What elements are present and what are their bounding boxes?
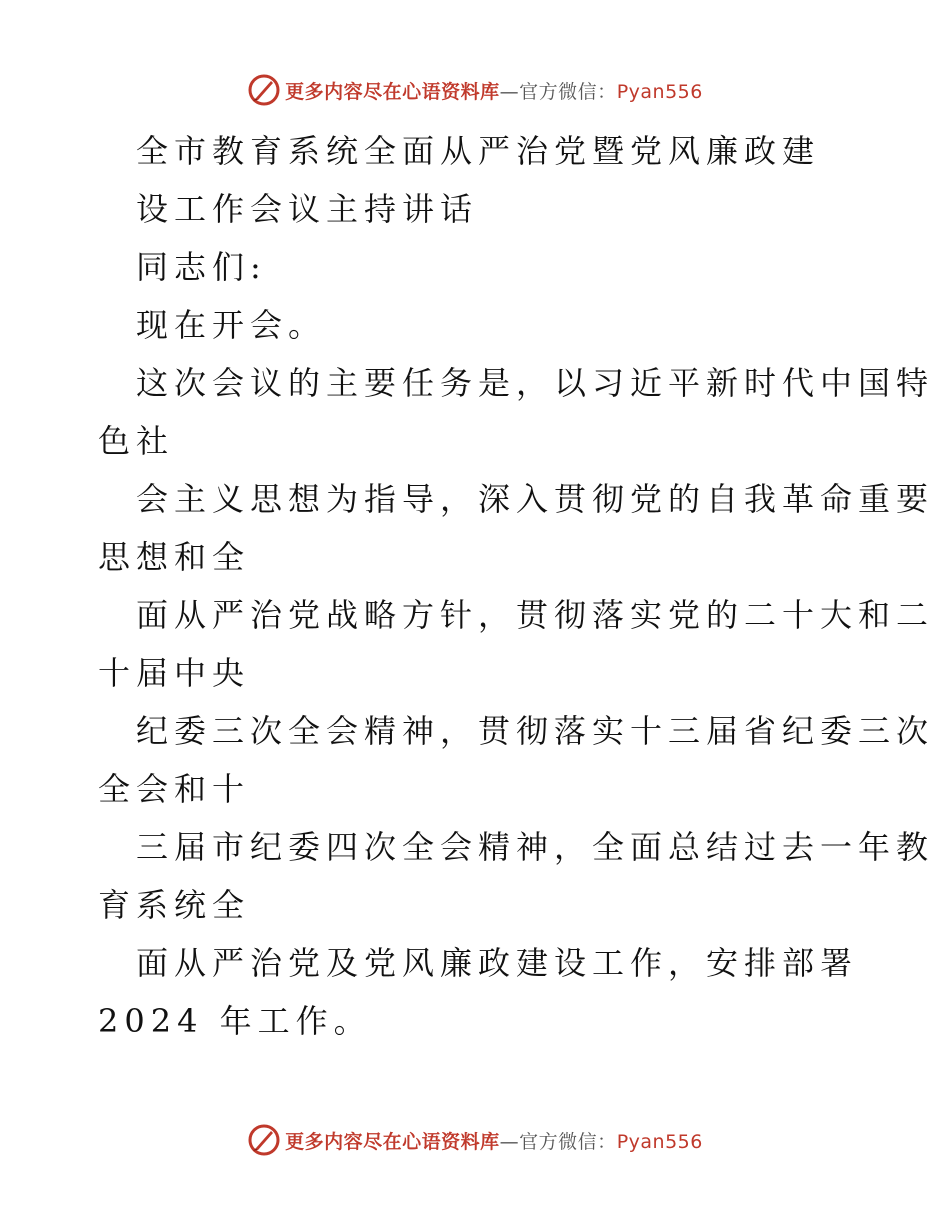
banner-text — [285, 77, 703, 104]
paragraph-line: 思想和全 — [98, 538, 251, 576]
document-title-line-1: 全市教育系统全面从严治党暨党风廉政建 — [136, 132, 821, 170]
header-banner — [0, 70, 950, 110]
paragraph-line: 会主义思想为指导，深入贯彻党的自我革命重要 — [136, 480, 935, 518]
quill-logo-icon — [247, 73, 281, 107]
banner-text — [285, 1127, 703, 1154]
paragraph-line: 现在开会。 — [136, 306, 327, 344]
banner-brand: 更多内容尽在心语资料库 — [285, 1130, 500, 1153]
paragraph-line: 十届中央 — [98, 654, 251, 692]
banner-wechat-label: 官方微信： — [519, 80, 617, 103]
banner-separator: — — [499, 80, 520, 103]
paragraph-line: 面从严治党及党风廉政建设工作，安排部署 — [136, 944, 859, 982]
paragraph-line: 育系统全 — [98, 886, 251, 924]
paragraph-line: 全会和十 — [98, 770, 251, 808]
footer-banner — [0, 1120, 950, 1160]
paragraph-line: 2024 年工作。 — [98, 1002, 372, 1040]
salutation: 同志们: — [136, 248, 267, 286]
document-body — [98, 122, 935, 1050]
paragraph-line: 三届市纪委四次全会精神，全面总结过去一年教 — [136, 828, 935, 866]
document-title-line-2: 设工作会议主持讲话 — [136, 190, 479, 228]
paragraph-line: 纪委三次全会精神，贯彻落实十三届省纪委三次 — [136, 712, 935, 750]
banner-separator: — — [499, 1130, 520, 1153]
banner-wechat-label: 官方微信： — [519, 1130, 617, 1153]
quill-logo-icon — [247, 1123, 281, 1157]
banner-brand: 更多内容尽在心语资料库 — [285, 80, 500, 103]
paragraph-line: 这次会议的主要任务是，以习近平新时代中国特 — [136, 364, 935, 402]
paragraph-line: 色社 — [98, 422, 175, 460]
banner-wechat-id: Pyan556 — [616, 80, 703, 103]
paragraph-line: 面从严治党战略方针，贯彻落实党的二十大和二 — [136, 596, 935, 634]
banner-wechat-id: Pyan556 — [616, 1130, 703, 1153]
